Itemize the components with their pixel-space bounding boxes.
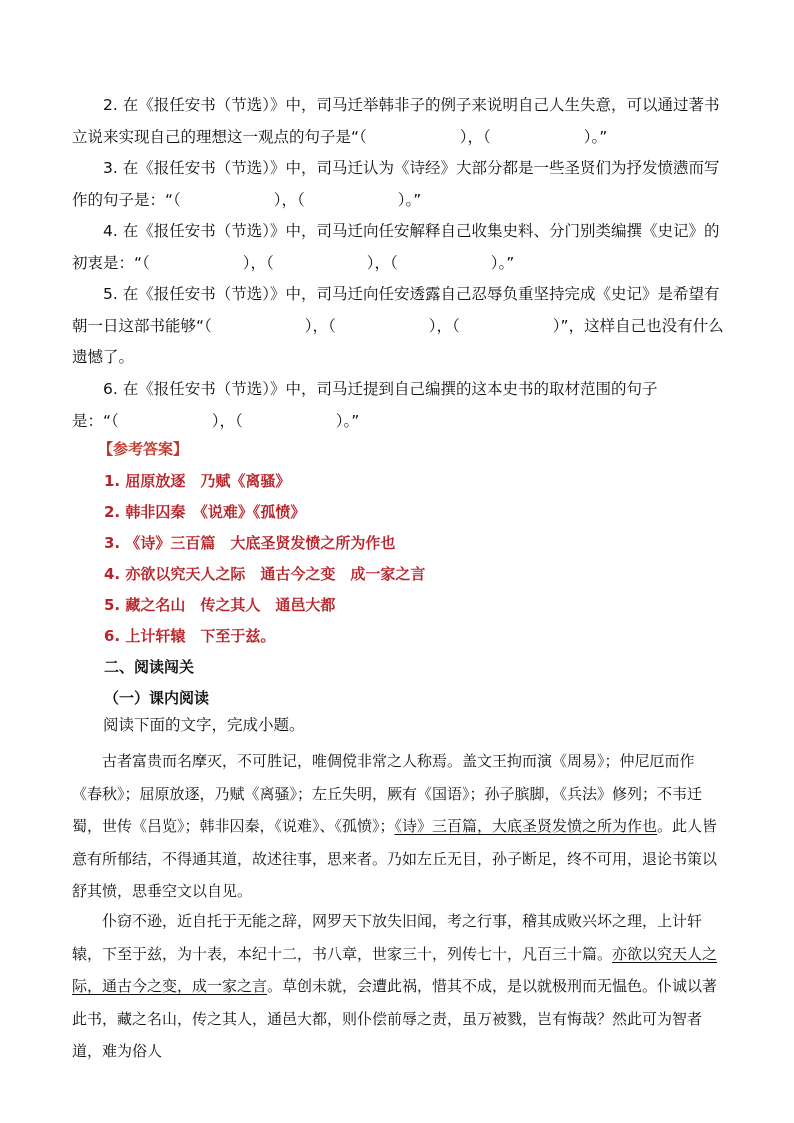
answer-1: 1. 屈原放逐 乃赋《离骚》 (104, 472, 291, 490)
answer-3: 3. 《诗》三百篇 大底圣贤发愤之所为作也 (104, 534, 396, 552)
subsection-title: （一）课内阅读 (104, 689, 210, 707)
question-3: 3. 在《报任安书（节选）》中，司马迁认为《诗经》大部分都是一些圣贤们为抒发愤懑而写作的句子是：“（ ），（ ）。” (72, 159, 720, 209)
answer-6: 6. 上计轩辕 下至于兹。 (104, 627, 276, 645)
question-4: 4. 在《报任安书（节选）》中，司马迁向任安解释自己收集史料、分门别类编撰《史记》的初衷是：“（ ），（ ），（ ）。” (72, 222, 720, 272)
instruction-text: 阅读下面的文字，完成小题。 (103, 716, 305, 734)
passage-underlined-text: 亦欲以究天人之际，通古今之变，成一家之言 (72, 944, 718, 995)
question-5: 5. 在《报任安书（节选）》中，司马迁向任安透露自己忍辱负重坚持完成《史记》是希望有朝一日这部书能够“（ ），（ ），（ ）”，这样自己也没有什么遗憾了。 (72, 285, 724, 366)
passage-text: 。此人皆意有所郁结，不得通其道，故述往事，思来者。乃如左丘无目，孙子断足，终不可用，退论书策以舒其愤，思垂空文以自见。 (72, 817, 718, 900)
question-6: 6. 在《报任安书（节选）》中，司马迁提到自己编撰的这本史书的取材范围的句子是：“（ ），（ ）。” (72, 380, 658, 430)
passage-text: 仆窃不逊，近自托于无能之辞，网罗天下放失旧闻，考之行事，稽其成败兴坏之理，上计轩辕，下至于兹，为十表，本纪十二，书八章，世家三十，列传七十，凡百三十篇。 (72, 912, 703, 963)
passage-paragraph-1 (72, 745, 724, 908)
answer-4: 4. 亦欲以究天人之际 通古今之变 成一家之言 (104, 565, 426, 583)
question-2: 2. 在《报任安书（节选）》中，司马迁举韩非子的例子来说明自己人生失意，可以通过著书立说来实现自己的理想这一观点的句子是“（ ），（ ）。” (72, 96, 720, 146)
answer-2: 2. 韩非囚秦 《说难》《孤愤》 (104, 503, 306, 521)
passage-text: 。草创未就，会遭此祸，惜其不成，是以就极刑而无愠色。仆诚以著此书，藏之名山，传之其人，通邑大都，则仆偿前辱之责，虽万被戮，岂有悔哉？然此可为智者道，难为俗人 (72, 977, 718, 1060)
answers-title: 【参考答案】 (98, 440, 189, 458)
answer-5: 5. 藏之名山 传之其人 通邑大都 (104, 596, 336, 614)
section-title: 二、阅读闯关 (104, 658, 195, 676)
passage-text: 古者富贵而名摩灭，不可胜记，唯倜傥非常之人称焉。盖文王拘而演《周易》；仲尼厄而作《春秋》；屈原放逐，乃赋《离骚》；左丘失明，厥有《国语》；孙子膑脚，《兵法》修列；不韦迁蜀，世传《吕览》；韩非囚秦，《说难》、《孤愤》； (72, 752, 703, 835)
passage-underlined-text: 《诗》三百篇，大底圣贤发愤之所为作也 (394, 817, 658, 835)
passage-paragraph-2 (72, 905, 724, 1068)
